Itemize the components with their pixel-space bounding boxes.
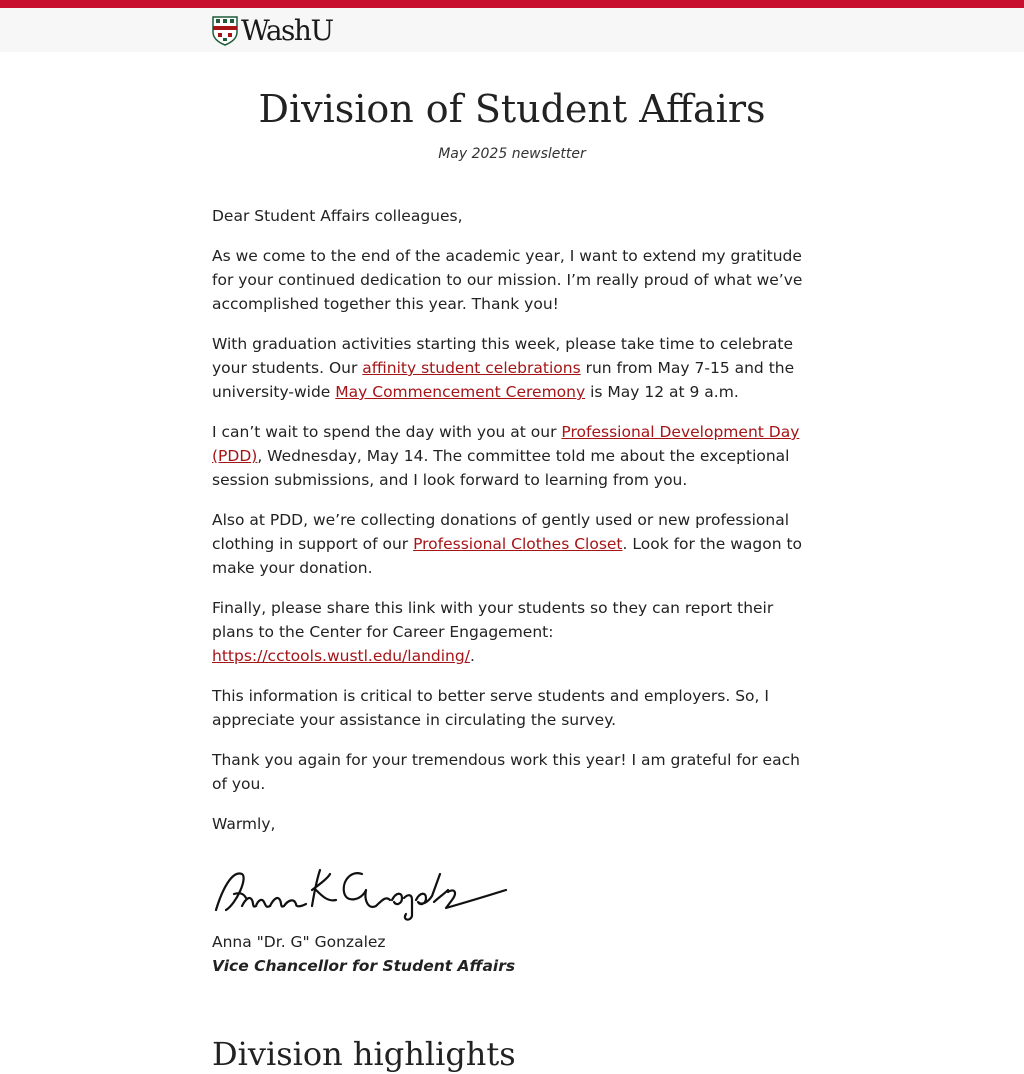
pdd-link[interactable]: Professional Development Day (PDD)	[212, 423, 800, 465]
division-highlights-heading: Division highlights	[212, 1035, 516, 1073]
paragraph-clothes	[212, 508, 812, 580]
newsletter-content	[212, 52, 812, 1074]
washu-logo[interactable]	[212, 16, 333, 46]
paragraph-text: .	[469, 647, 475, 665]
paragraph-graduation	[212, 332, 812, 404]
logo-wordmark: WashU	[241, 14, 333, 47]
greeting: Dear Student Affairs colleagues,	[212, 207, 463, 225]
commencement-link[interactable]: May Commencement Ceremony	[335, 383, 586, 401]
paragraph-text: Also at PDD, we’re collecting donations of gently used or new professional clothing in support of our	[212, 511, 790, 553]
closing: Warmly,	[212, 815, 276, 833]
clothes-closet-link[interactable]: Professional Clothes Closet	[413, 535, 623, 553]
paragraph-survey: This information is critical to better serve students and employers. So, I appreciate your assistance in circulating the survey.	[212, 687, 769, 729]
career-survey-link[interactable]: https://cctools.wustl.edu/landing/	[212, 647, 470, 665]
signer-title: Vice Chancellor for Student Affairs	[212, 957, 516, 975]
paragraph-text: is May 12 at 9 a.m.	[585, 383, 739, 401]
shield-icon	[212, 16, 238, 46]
paragraph-career	[212, 596, 812, 668]
brand-top-bar	[0, 0, 1024, 8]
letter-body	[212, 204, 812, 836]
paragraph-text: I can’t wait to spend the day with you at our	[212, 423, 562, 441]
newsletter-date: May 2025 newsletter	[438, 146, 586, 162]
page-title: Division of Student Affairs	[258, 87, 766, 131]
paragraph-text: run from May 7-15 and the university-wide	[212, 359, 795, 401]
paragraph-pdd	[212, 420, 812, 492]
site-header	[0, 8, 1024, 52]
paragraph-gratitude: As we come to the end of the academic year, I want to extend my gratitude for your continued dedication to our mission. I’m really proud of what we’ve accomplished together this year. Thank you!	[212, 247, 803, 313]
paragraph-thanks: Thank you again for your tremendous work this year! I am grateful for each of you.	[212, 751, 800, 793]
signer-name: Anna "Dr. G" Gonzalez	[212, 933, 386, 951]
signature-image	[212, 860, 812, 924]
paragraph-text: Finally, please share this link with your students so they can report their plans to the Center for Career Engagement:	[212, 599, 774, 641]
affinity-celebrations-link[interactable]: affinity student celebrations	[362, 359, 581, 377]
paragraph-text: With graduation activities starting this week, please take time to celebrate your students. Our	[212, 335, 794, 377]
paragraph-text: . Look for the wagon to make your donation.	[212, 535, 803, 577]
paragraph-text: , Wednesday, May 14. The committee told me about the exceptional session submissions, and I look forward to learning from you.	[212, 447, 790, 489]
